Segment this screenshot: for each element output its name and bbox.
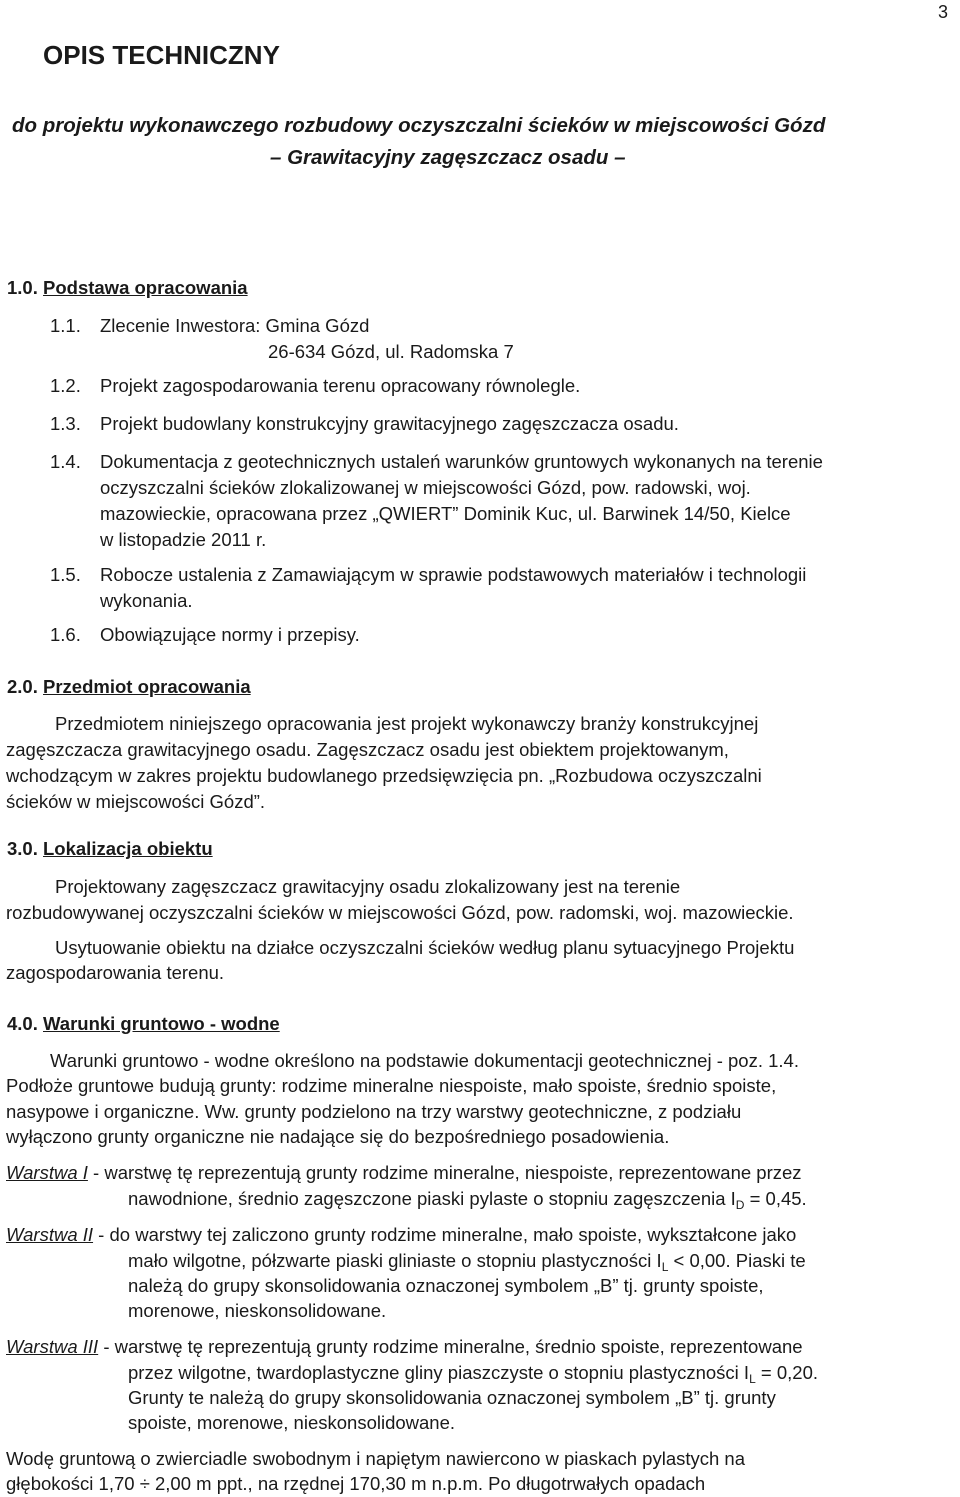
section-4-heading	[7, 1013, 280, 1035]
paragraph-line: wchodzącym w zakres projektu budowlanego przedsięwzięcia pn. „Rozbudowa oczyszczalni	[6, 765, 762, 786]
item-line: oczyszczalni ścieków zlokalizowanej w miejscowości Gózd, pow. radowski, woj.	[100, 477, 751, 498]
paragraph-line: zagospodarowania terenu.	[6, 962, 225, 983]
item-number: 1.1.	[50, 315, 81, 336]
paragraph-line: Warunki gruntowo - wodne określono na podstawie dokumentacji geotechnicznej - poz. 1.4.	[50, 1050, 799, 1071]
paragraph-line: zagęszczacza grawitacyjnego osadu. Zagęszczacz osadu jest obiektem projektowanym,	[6, 739, 729, 760]
paragraph-line: Projektowany zagęszczacz grawitacyjny osadu zlokalizowany jest na terenie	[55, 876, 681, 897]
section-3-heading	[7, 838, 213, 860]
page-number: 3	[937, 2, 948, 22]
layer-3-line-2: przez wilgotne, twardoplastyczne gliny piaszczyste o stopniu plastyczności $I_L = 0,20$.	[128, 1362, 818, 1386]
paragraph-line: nasypowe i organiczne. Ww. grunty podzielono na trzy warstwy geotechniczne, z podziału	[6, 1101, 742, 1122]
paragraph-line: Usytuowanie obiektu na działce oczyszczalni ścieków według planu sytuacyjnego Projektu	[55, 937, 795, 958]
item-number: 1.5.	[50, 564, 81, 585]
layer-2-line-4: morenowe, nieskonsolidowane.	[128, 1300, 387, 1321]
layer-1-line-1: Warstwa I - warstwę tę reprezentują grunty rodzime mineralne, niespoiste, reprezentowane przez	[6, 1162, 802, 1183]
section-2-title: Przedmiot opracowania	[43, 676, 251, 697]
section-1-title: Podstawa opracowania	[43, 277, 248, 298]
section-1-heading	[7, 277, 248, 299]
paragraph-line: Wodę gruntową o zwierciadle swobodnym i napiętym nawiercono w piaskach pylastych na	[6, 1448, 746, 1469]
layer-3-name: Warstwa III	[6, 1336, 99, 1357]
paragraph-line: wyłączono grunty organiczne nie nadające się do bezpośredniego posadowienia.	[6, 1126, 670, 1147]
item-line: Zlecenie Inwestora: Gmina Gózd	[100, 315, 370, 336]
paragraph-line: ścieków w miejscowości Gózd”.	[6, 791, 266, 812]
item-line: 26-634 Gózd, ul. Radomska 7	[268, 341, 514, 362]
document-title: OPIS TECHNICZNY	[43, 40, 280, 70]
item-line: Robocze ustalenia z Zamawiającym w sprawie podstawowych materiałów i technologii	[100, 564, 807, 585]
paragraph-line: głębokości 1,70 ÷ 2,00 m ppt., na rzędnej 170,30 m n.p.m. Po długotrwałych opadach	[6, 1473, 706, 1494]
subtitle-line-1: do projektu wykonawczego rozbudowy oczyszczalni ścieków w miejscowości Gózd	[12, 114, 826, 137]
layer-3-line-1: Warstwa III - warstwę tę reprezentują grunty rodzime mineralne, średnio spoiste, reprezentowane	[6, 1336, 803, 1357]
item-line: Projekt budowlany konstrukcyjny grawitacyjnego zagęszczacza osadu.	[100, 413, 679, 434]
layer-2-line-1: Warstwa II - do warstwy tej zaliczono grunty rodzime mineralne, mało spoiste, wykształcone jako	[6, 1224, 797, 1245]
section-2-number: 2.0.	[7, 676, 38, 697]
item-number: 1.3.	[50, 413, 81, 434]
layer-2-line-3: należą do grupy skonsolidowania oznaczonej symbolem „B” tj. grunty spoiste,	[128, 1275, 764, 1296]
item-number: 1.4.	[50, 451, 81, 472]
layer-2-name: Warstwa II	[6, 1224, 94, 1245]
item-number: 1.2.	[50, 375, 81, 396]
layer-1-name: Warstwa I	[6, 1162, 88, 1183]
layer-2-line-2: mało wilgotne, półzwarte piaski gliniaste o stopniu plastyczności $I_L < 0,00$. Piaski te	[128, 1250, 806, 1274]
section-2-heading	[7, 676, 251, 698]
section-3-title: Lokalizacja obiektu	[43, 838, 213, 859]
item-line: Obowiązujące normy i przepisy.	[100, 624, 360, 645]
item-line: Projekt zagospodarowania terenu opracowany równolegle.	[100, 375, 581, 396]
item-line: wykonania.	[100, 590, 193, 611]
layer-1-line-2: nawodnione, średnio zagęszczone piaski pylaste o stopniu zagęszczenia $I_D = 0,45$.	[128, 1188, 807, 1212]
section-4-number: 4.0.	[7, 1013, 38, 1034]
paragraph-line: rozbudowywanej oczyszczalni ścieków w miejscowości Gózd, pow. radomski, woj. mazowieckie.	[6, 902, 794, 923]
item-line: Dokumentacja z geotechnicznych ustaleń warunków gruntowych wykonanych na terenie	[100, 451, 823, 472]
item-number: 1.6.	[50, 624, 81, 645]
layer-3-line-3: Grunty te należą do grupy skonsolidowania oznaczonej symbolem „B” tj. grunty	[128, 1387, 776, 1408]
section-3-number: 3.0.	[7, 838, 38, 859]
item-line: mazowieckie, opracowana przez „QWIERT” Dominik Kuc, ul. Barwinek 14/50, Kielce	[100, 503, 791, 524]
layer-3-line-4: spoiste, morenowe, nieskonsolidowane.	[128, 1412, 456, 1433]
paragraph-line: Podłoże gruntowe budują grunty: rodzime mineralne niespoiste, mało spoiste, średnio spoiste,	[6, 1075, 777, 1096]
subtitle-line-2: – Grawitacyjny zagęszczacz osadu –	[270, 146, 626, 169]
paragraph-line: Przedmiotem niniejszego opracowania jest projekt wykonawczy branży konstrukcyjnej	[55, 713, 759, 734]
item-line: w listopadzie 2011 r.	[100, 529, 267, 550]
section-1-number: 1.0.	[7, 277, 38, 298]
section-4-title: Warunki gruntowo - wodne	[43, 1013, 280, 1034]
